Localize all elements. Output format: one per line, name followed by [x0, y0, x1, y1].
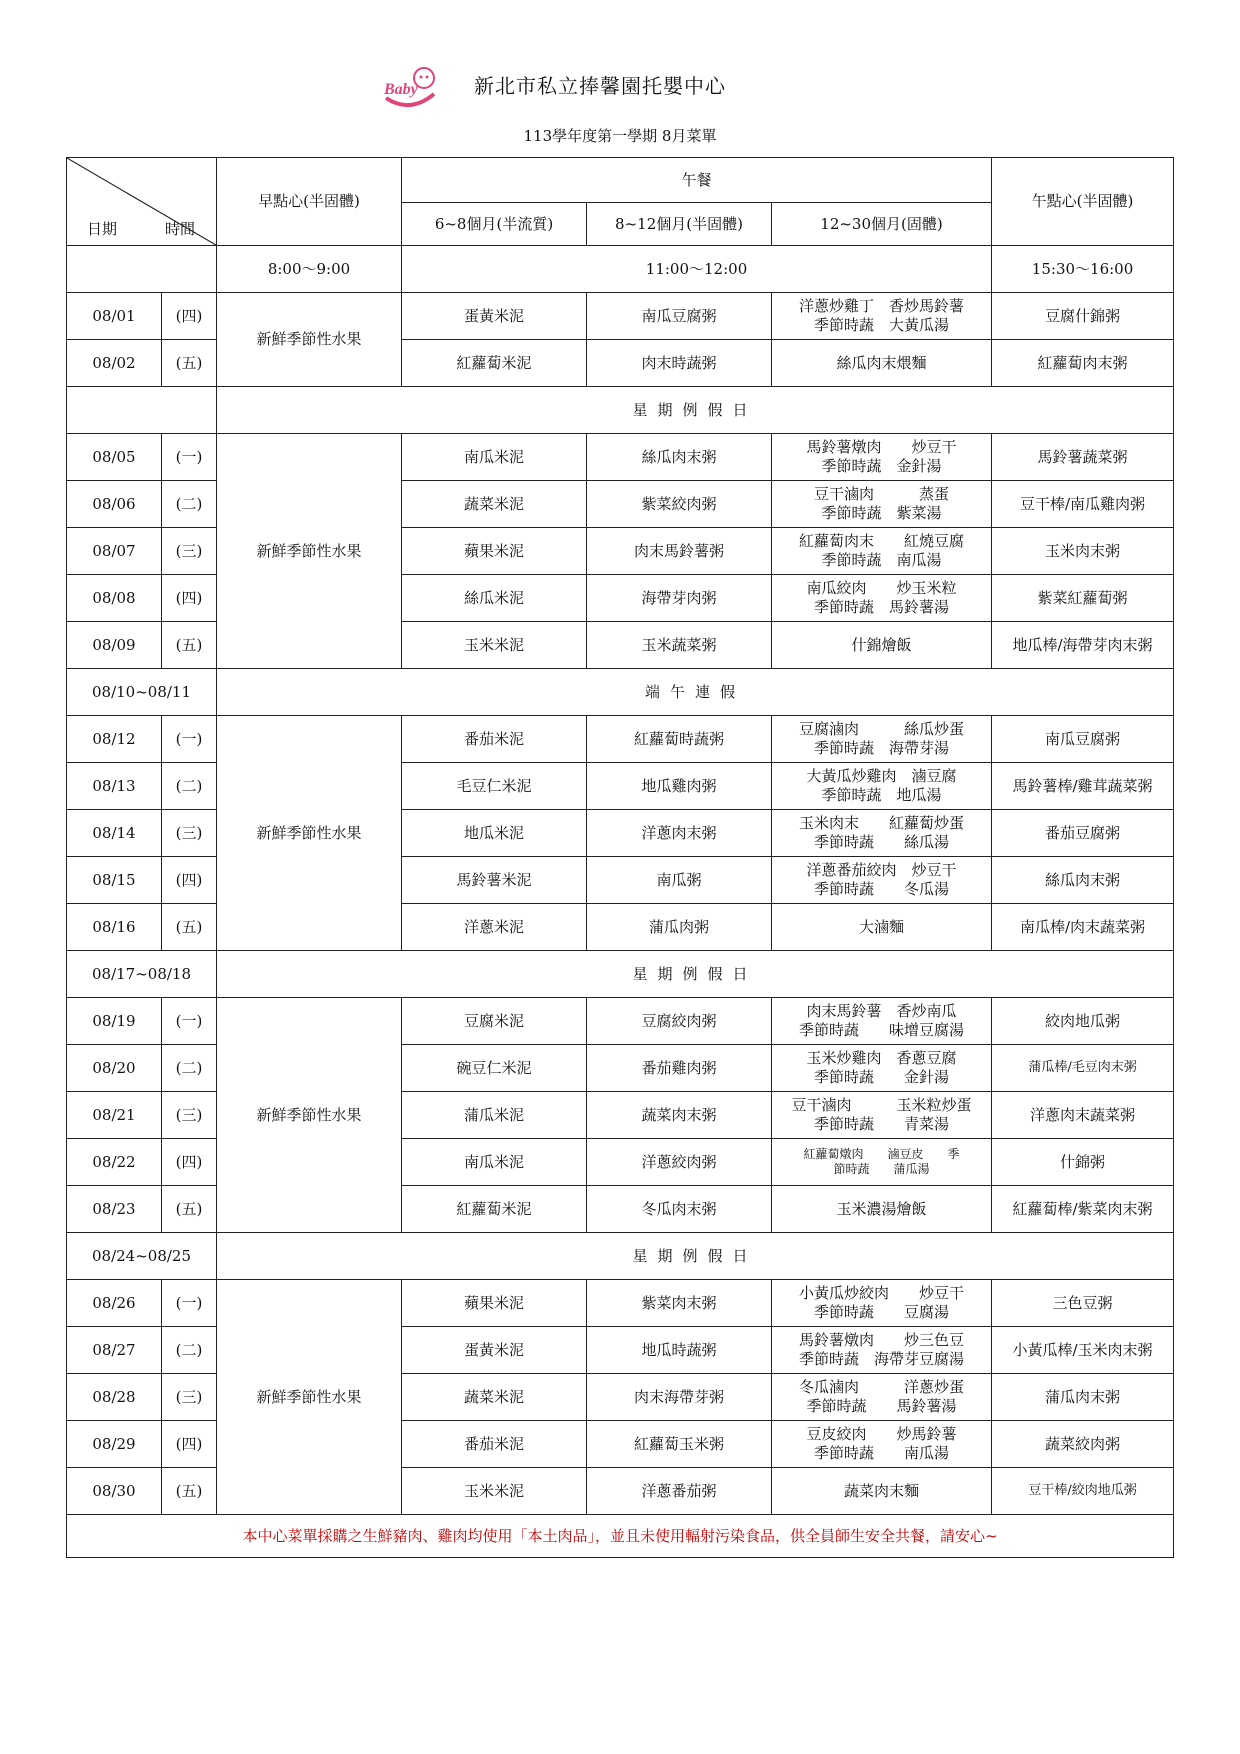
lunch-8-12-cell: 蔬菜肉末粥 [587, 1092, 772, 1139]
weekday-cell: (二) [162, 1045, 217, 1092]
afternoon-snack-cell: 玉米肉末粥 [992, 528, 1174, 575]
lunch-line-1: 大黃瓜炒雞肉 滷豆腐 [806, 767, 957, 786]
lunch-line-1: 玉米濃湯燴飯 [836, 1199, 927, 1218]
lunch-6-8-cell: 碗豆仁米泥 [402, 1045, 587, 1092]
date-cell: 08/21 [67, 1092, 162, 1139]
weekday-cell: (三) [162, 810, 217, 857]
lunch-12-30-cell [772, 1045, 992, 1092]
morning-snack-header: 早點心(半固體) [217, 158, 402, 246]
lunch-12-30-cell [772, 810, 992, 857]
morning-snack-cell: 新鮮季節性水果 [217, 716, 402, 951]
lunch-8-12-cell: 紫菜絞肉粥 [587, 481, 772, 528]
holiday-row [67, 669, 1174, 716]
afternoon-snack-cell: 番茄豆腐粥 [992, 810, 1174, 857]
lunch-12-30-cell [772, 434, 992, 481]
lunch-6-8-cell: 馬鈴薯米泥 [402, 857, 587, 904]
lunch-line-1: 南瓜絞肉 炒玉米粒 [806, 579, 957, 598]
morning-snack-cell: 新鮮季節性水果 [217, 998, 402, 1233]
lunch-12-30-cell [772, 1421, 992, 1468]
lunch-6-8-cell: 南瓜米泥 [402, 1139, 587, 1186]
lunch-12-30-cell [772, 763, 992, 810]
date-cell: 08/08 [67, 575, 162, 622]
lunch-8-12-cell: 紫菜肉末粥 [587, 1280, 772, 1327]
lunch-line-1: 冬瓜滷肉 洋蔥炒蛋 [799, 1378, 965, 1397]
lunch-line-2: 季節時蔬 青菜湯 [814, 1115, 950, 1133]
lunch-time: 11:00～12:00 [402, 246, 992, 293]
lunch-8-12-cell: 番茄雞肉粥 [587, 1045, 772, 1092]
baby-logo-icon [380, 64, 440, 112]
footer-row [67, 1515, 1174, 1558]
lunch-6-8-header: 6~8個月(半流質) [402, 203, 587, 246]
afternoon-snack-cell: 南瓜豆腐粥 [992, 716, 1174, 763]
lunch-8-12-cell: 地瓜時蔬粥 [587, 1327, 772, 1374]
lunch-12-30-cell [772, 528, 992, 575]
holiday-row [67, 1233, 1174, 1280]
date-cell: 08/02 [67, 340, 162, 387]
morning-time: 8:00～9:00 [217, 246, 402, 293]
morning-snack-cell: 新鮮季節性水果 [217, 1280, 402, 1515]
holiday-label: 星期例假日 [217, 387, 1174, 434]
menu-row [67, 716, 1174, 763]
holiday-date: 08/24~08/25 [67, 1233, 217, 1280]
lunch-8-12-cell: 紅蘿蔔時蔬粥 [587, 716, 772, 763]
menu-table [66, 157, 1174, 1558]
afternoon-snack-cell: 三色豆粥 [992, 1280, 1174, 1327]
lunch-6-8-cell: 南瓜米泥 [402, 434, 587, 481]
lunch-line-1: 小黃瓜炒絞肉 炒豆干 [799, 1284, 965, 1303]
weekday-cell: (三) [162, 528, 217, 575]
menu-row [67, 293, 1174, 340]
weekday-cell: (二) [162, 481, 217, 528]
afternoon-snack-cell: 紅蘿蔔棒/紫菜肉末粥 [992, 1186, 1174, 1233]
lunch-8-12-cell: 豆腐絞肉粥 [587, 998, 772, 1045]
lunch-12-30-cell [772, 1280, 992, 1327]
date-cell: 08/16 [67, 904, 162, 951]
lunch-line-1: 豆干滷肉 蒸蛋 [814, 485, 950, 504]
menu-row [67, 998, 1174, 1045]
lunch-8-12-cell: 肉末海帶芽粥 [587, 1374, 772, 1421]
lunch-line-2: 季節時蔬 絲瓜湯 [814, 833, 950, 851]
weekday-cell: (二) [162, 763, 217, 810]
lunch-8-12-header: 8~12個月(半固體) [587, 203, 772, 246]
lunch-8-12-cell: 絲瓜肉末粥 [587, 434, 772, 481]
lunch-line-2: 季節時蔬 南瓜湯 [814, 1444, 950, 1462]
afternoon-time: 15:30～16:00 [992, 246, 1174, 293]
lunch-8-12-cell: 海帶芽肉粥 [587, 575, 772, 622]
afternoon-snack-cell: 蔬菜絞肉粥 [992, 1421, 1174, 1468]
afternoon-snack-cell: 紫菜紅蘿蔔粥 [992, 575, 1174, 622]
lunch-line-2: 季節時蔬 金針湯 [814, 1068, 950, 1086]
date-cell: 08/23 [67, 1186, 162, 1233]
afternoon-snack-cell: 豆干棒/絞肉地瓜粥 [992, 1468, 1174, 1515]
lunch-12-30-cell [772, 575, 992, 622]
lunch-8-12-cell: 肉末馬鈴薯粥 [587, 528, 772, 575]
date-cell: 08/29 [67, 1421, 162, 1468]
lunch-12-30-header: 12~30個月(固體) [772, 203, 992, 246]
afternoon-snack-cell: 絲瓜肉末粥 [992, 857, 1174, 904]
lunch-8-12-cell: 南瓜粥 [587, 857, 772, 904]
date-cell: 08/13 [67, 763, 162, 810]
afternoon-snack-cell: 馬鈴薯蔬菜粥 [992, 434, 1174, 481]
weekday-cell: (一) [162, 716, 217, 763]
afternoon-snack-cell: 地瓜棒/海帶芽肉末粥 [992, 622, 1174, 669]
lunch-6-8-cell: 蛋黃米泥 [402, 293, 587, 340]
lunch-12-30-cell [772, 1327, 992, 1374]
lunch-8-12-cell: 地瓜雞肉粥 [587, 763, 772, 810]
lunch-line-2: 季節時蔬 馬鈴薯湯 [814, 598, 950, 616]
lunch-8-12-cell: 蒲瓜肉粥 [587, 904, 772, 951]
lunch-6-8-cell: 蔬菜米泥 [402, 1374, 587, 1421]
lunch-6-8-cell: 玉米米泥 [402, 1468, 587, 1515]
lunch-6-8-cell: 洋蔥米泥 [402, 904, 587, 951]
lunch-line-1: 洋蔥番茄絞肉 炒豆干 [806, 861, 957, 880]
lunch-6-8-cell: 絲瓜米泥 [402, 575, 587, 622]
lunch-line-2: 季節時蔬 金針湯 [821, 457, 942, 475]
lunch-line-2: 季節時蔬 大黃瓜湯 [814, 316, 950, 334]
date-cell: 08/30 [67, 1468, 162, 1515]
lunch-6-8-cell: 蔬菜米泥 [402, 481, 587, 528]
weekday-cell: (五) [162, 622, 217, 669]
holiday-label: 星期例假日 [217, 1233, 1174, 1280]
lunch-12-30-cell [772, 1092, 992, 1139]
lunch-6-8-cell: 地瓜米泥 [402, 810, 587, 857]
weekday-cell: (四) [162, 857, 217, 904]
weekday-cell: (五) [162, 340, 217, 387]
org-title: 新北市私立捧馨園托嬰中心 [474, 74, 726, 98]
lunch-12-30-cell [772, 904, 992, 951]
weekday-cell: (三) [162, 1374, 217, 1421]
date-cell: 08/01 [67, 293, 162, 340]
afternoon-snack-header: 午點心(半固體) [992, 158, 1174, 246]
lunch-line-2: 季節時蔬 地瓜湯 [821, 786, 942, 804]
lunch-line-1: 馬鈴薯燉肉 炒豆干 [806, 438, 957, 457]
afternoon-snack-cell: 洋蔥肉末蔬菜粥 [992, 1092, 1174, 1139]
menu-row [67, 434, 1174, 481]
holiday-label: 星期例假日 [217, 951, 1174, 998]
date-cell: 08/09 [67, 622, 162, 669]
lunch-line-2: 節時蔬 蒲瓜湯 [833, 1162, 930, 1176]
lunch-12-30-cell [772, 340, 992, 387]
date-cell: 08/07 [67, 528, 162, 575]
lunch-line-1: 絲瓜肉末煨麵 [836, 353, 927, 372]
date-cell: 08/05 [67, 434, 162, 481]
lunch-line-1: 馬鈴薯燉肉 炒三色豆 [799, 1331, 965, 1350]
lunch-6-8-cell: 毛豆仁米泥 [402, 763, 587, 810]
lunch-12-30-cell [772, 857, 992, 904]
weekday-cell: (五) [162, 1186, 217, 1233]
weekday-cell: (五) [162, 904, 217, 951]
lunch-line-1: 豆干滷肉 玉米粒炒蛋 [791, 1096, 972, 1115]
weekday-cell: (四) [162, 1139, 217, 1186]
lunch-12-30-cell [772, 716, 992, 763]
date-cell: 08/22 [67, 1139, 162, 1186]
weekday-cell: (四) [162, 293, 217, 340]
weekday-cell: (四) [162, 1421, 217, 1468]
lunch-line-1: 豆皮絞肉 炒馬鈴薯 [806, 1425, 957, 1444]
time-header-blank [67, 246, 217, 293]
lunch-12-30-cell [772, 1468, 992, 1515]
afternoon-snack-cell: 豆腐什錦粥 [992, 293, 1174, 340]
date-cell: 08/27 [67, 1327, 162, 1374]
afternoon-snack-cell: 絞肉地瓜粥 [992, 998, 1174, 1045]
afternoon-snack-cell: 南瓜棒/肉末蔬菜粥 [992, 904, 1174, 951]
lunch-line-2: 季節時蔬 味增豆腐湯 [799, 1021, 965, 1039]
lunch-6-8-cell: 蘋果米泥 [402, 1280, 587, 1327]
date-cell: 08/06 [67, 481, 162, 528]
date-cell: 08/12 [67, 716, 162, 763]
lunch-6-8-cell: 番茄米泥 [402, 716, 587, 763]
afternoon-snack-cell: 馬鈴薯棒/雞茸蔬菜粥 [992, 763, 1174, 810]
page-header [0, 0, 1240, 150]
lunch-6-8-cell: 蘋果米泥 [402, 528, 587, 575]
menu-row [67, 1280, 1174, 1327]
lunch-6-8-cell: 蒲瓜米泥 [402, 1092, 587, 1139]
lunch-8-12-cell: 肉末時蔬粥 [587, 340, 772, 387]
lunch-12-30-cell [772, 1374, 992, 1421]
lunch-12-30-cell [772, 481, 992, 528]
lunch-line-2: 季節時蔬 馬鈴薯湯 [806, 1397, 957, 1415]
weekday-cell: (四) [162, 575, 217, 622]
holiday-label: 端午連假 [217, 669, 1174, 716]
lunch-8-12-cell: 冬瓜肉末粥 [587, 1186, 772, 1233]
lunch-8-12-cell: 南瓜豆腐粥 [587, 293, 772, 340]
afternoon-snack-cell: 蒲瓜肉末粥 [992, 1374, 1174, 1421]
weekday-cell: (一) [162, 998, 217, 1045]
weekday-cell: (一) [162, 434, 217, 481]
lunch-6-8-cell: 豆腐米泥 [402, 998, 587, 1045]
morning-snack-cell: 新鮮季節性水果 [217, 293, 402, 387]
holiday-date [67, 387, 217, 434]
lunch-6-8-cell: 蛋黃米泥 [402, 1327, 587, 1374]
lunch-8-12-cell: 洋蔥絞肉粥 [587, 1139, 772, 1186]
footer-note: 本中心菜單採購之生鮮豬肉、雞肉均使用「本土肉品」，並且未使用輻射污染食品，供全員師生安全共餐，請安心~ [67, 1515, 1174, 1558]
lunch-line-1: 紅蘿蔔燉肉 滷豆皮 季 [803, 1147, 960, 1161]
lunch-line-1: 玉米炒雞肉 香蔥豆腐 [806, 1049, 957, 1068]
lunch-line-1: 什錦燴飯 [851, 635, 912, 654]
lunch-12-30-cell [772, 1139, 992, 1186]
lunch-line-2: 季節時蔬 南瓜湯 [821, 551, 942, 569]
afternoon-snack-cell: 紅蘿蔔肉末粥 [992, 340, 1174, 387]
lunch-6-8-cell: 紅蘿蔔米泥 [402, 1186, 587, 1233]
lunch-line-2: 季節時蔬 海帶芽豆腐湯 [799, 1350, 965, 1368]
weekday-cell: (二) [162, 1327, 217, 1374]
weekday-cell: (一) [162, 1280, 217, 1327]
lunch-line-1: 豆腐滷肉 絲瓜炒蛋 [799, 720, 965, 739]
date-time-header [67, 158, 217, 246]
afternoon-snack-cell: 豆干棒/南瓜雞肉粥 [992, 481, 1174, 528]
lunch-12-30-cell [772, 622, 992, 669]
lunch-line-2: 季節時蔬 冬瓜湯 [814, 880, 950, 898]
date-cell: 08/14 [67, 810, 162, 857]
lunch-line-1: 肉末馬鈴薯 香炒南瓜 [806, 1002, 957, 1021]
lunch-line-1: 蔬菜肉末麵 [844, 1481, 920, 1500]
lunch-line-1: 紅蘿蔔肉末 紅燒豆腐 [799, 532, 965, 551]
lunch-8-12-cell: 洋蔥番茄粥 [587, 1468, 772, 1515]
lunch-6-8-cell: 紅蘿蔔米泥 [402, 340, 587, 387]
lunch-line-2: 季節時蔬 紫菜湯 [821, 504, 942, 522]
lunch-8-12-cell: 紅蘿蔔玉米粥 [587, 1421, 772, 1468]
lunch-6-8-cell: 玉米米泥 [402, 622, 587, 669]
afternoon-snack-cell: 小黃瓜棒/玉米肉末粥 [992, 1327, 1174, 1374]
afternoon-snack-cell: 什錦粥 [992, 1139, 1174, 1186]
weekday-cell: (五) [162, 1468, 217, 1515]
lunch-12-30-cell [772, 998, 992, 1045]
date-cell: 08/15 [67, 857, 162, 904]
afternoon-snack-cell: 蒲瓜棒/毛豆肉末粥 [992, 1045, 1174, 1092]
lunch-line-1: 玉米肉末 紅蘿蔔炒蛋 [799, 814, 965, 833]
date-cell: 08/20 [67, 1045, 162, 1092]
date-cell: 08/28 [67, 1374, 162, 1421]
svg-text:Baby: Baby [384, 81, 418, 98]
morning-snack-cell: 新鮮季節性水果 [217, 434, 402, 669]
lunch-12-30-cell [772, 293, 992, 340]
holiday-row [67, 387, 1174, 434]
lunch-header: 午餐 [402, 158, 992, 203]
menu-subtitle: 113學年度第一學期 8月菜單 [523, 127, 717, 145]
holiday-date: 08/17~08/18 [67, 951, 217, 998]
lunch-8-12-cell: 玉米蔬菜粥 [587, 622, 772, 669]
lunch-line-1: 洋蔥炒雞丁 香炒馬鈴薯 [799, 297, 965, 316]
date-cell: 08/26 [67, 1280, 162, 1327]
weekday-cell: (三) [162, 1092, 217, 1139]
lunch-line-2: 季節時蔬 豆腐湯 [814, 1303, 950, 1321]
time-label: 時間 [165, 220, 196, 238]
lunch-line-1: 大滷麵 [859, 917, 905, 936]
date-cell: 08/19 [67, 998, 162, 1045]
lunch-line-2: 季節時蔬 海帶芽湯 [814, 739, 950, 757]
date-label: 日期 [87, 220, 118, 238]
holiday-row [67, 951, 1174, 998]
lunch-6-8-cell: 番茄米泥 [402, 1421, 587, 1468]
lunch-12-30-cell [772, 1186, 992, 1233]
holiday-date: 08/10~08/11 [67, 669, 217, 716]
lunch-8-12-cell: 洋蔥肉末粥 [587, 810, 772, 857]
